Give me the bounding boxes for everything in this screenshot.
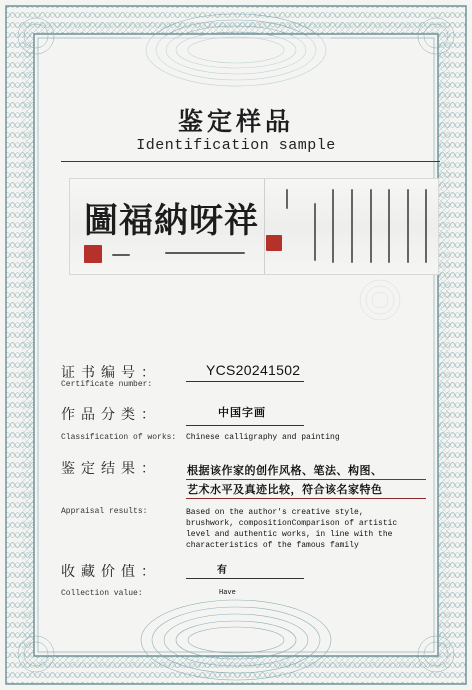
title-rule — [61, 161, 440, 162]
classification-underline — [186, 425, 304, 426]
certificate-title-cn: 鉴定样品 — [177, 107, 294, 136]
inscription-stroke — [425, 189, 427, 263]
appraisal-value-cn-line1: 根据该作家的创作风格、笔法、构图、 — [187, 464, 383, 477]
certificate-number-underline — [186, 381, 304, 382]
certificate-title-en: Identification sample — [136, 137, 336, 154]
inscription-stroke — [286, 189, 288, 209]
certificate-number-label-en: Certificate number: — [61, 380, 153, 389]
appraisal-underline-1 — [186, 479, 426, 480]
collection-value-en: Have — [219, 589, 236, 597]
classification-value-en: Chinese calligraphy and painting — [186, 433, 340, 442]
certificate-number-label: 证书编号： — [61, 365, 161, 381]
signature-stroke — [112, 254, 130, 256]
certificate-number-value: YCS20241502 — [206, 362, 301, 378]
collection-value-underline — [186, 578, 304, 579]
collection-value-label: 收藏价值： — [61, 564, 161, 580]
inscription-stroke — [351, 189, 353, 263]
artwork-image — [69, 178, 439, 275]
red-seal-stamp — [266, 235, 282, 251]
classification-value-cn: 中国字画 — [218, 406, 266, 419]
classification-label-en: Classification of works: — [61, 433, 177, 442]
appraisal-value-cn-line2: 艺术水平及真迹比较，符合该名家特色 — [187, 483, 383, 496]
classification-label: 作品分类： — [61, 407, 161, 423]
appraisal-label: 鉴定结果： — [61, 461, 161, 477]
inscription-stroke — [388, 189, 390, 263]
artwork-divider — [264, 179, 265, 274]
signature-stroke — [165, 252, 245, 254]
red-seal-stamp — [84, 245, 102, 263]
collection-value-cn: 有 — [217, 565, 227, 576]
appraisal-label-en: Appraisal results: — [61, 507, 148, 516]
inscription-stroke — [407, 189, 409, 263]
inscription-stroke — [314, 203, 316, 261]
appraisal-underline-2 — [186, 498, 426, 499]
inscription-stroke — [370, 189, 372, 263]
artwork-main-inscription: 圖福納呀祥 — [84, 201, 259, 241]
inscription-stroke — [332, 189, 334, 263]
collection-value-label-en: Collection value: — [61, 589, 143, 598]
appraisal-value-en: Based on the author's creative style, brushwork, compositionComparison of artistic level and authentic works, in line with the characteristics of the famous family — [186, 508, 398, 550]
